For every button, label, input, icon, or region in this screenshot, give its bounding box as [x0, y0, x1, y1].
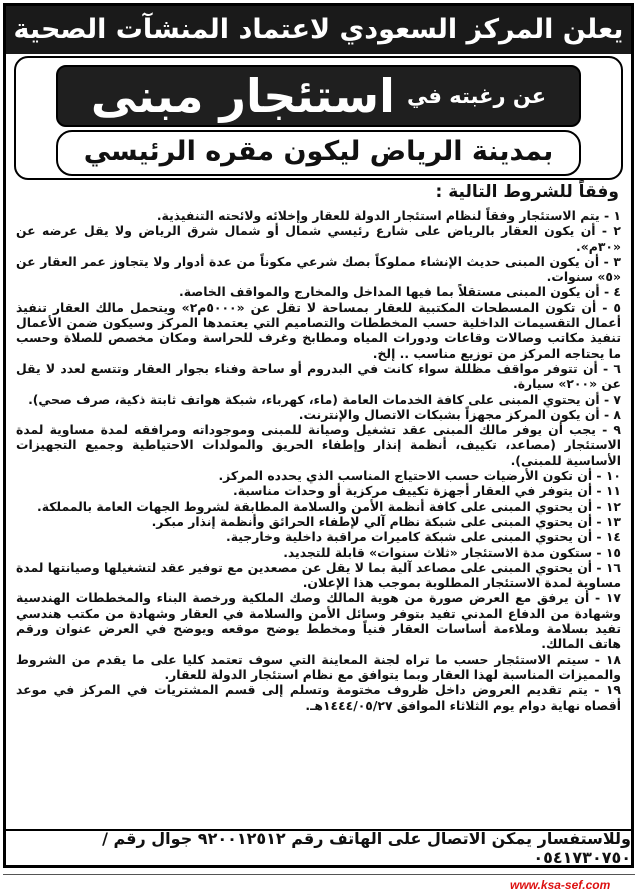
term-item: ٢ - أن يكون العقار بالرياض على شارع رئيسي شمال أو شمال شرق الرياض ولا يقل عرضه عن «٣٠م».: [16, 223, 621, 254]
banner-main-title: استئجار مبنى: [90, 69, 395, 123]
term-item: ٩ - يجب أن يوفر مالك المبنى عقد تشغيل وصيانة للمبنى وموجوداته ومرافقه لمدة مساوية لمدة الاستئجار (مصاعد، تكييف، أنظمة إنذار وإطفاء الحريق والمولدات الاحتياطية وجميع التجهيزات الأساسية للمبنى).: [16, 422, 621, 468]
watermark-link[interactable]: www.ksa-sef.com: [510, 878, 611, 892]
term-item: ١ - يتم الاستئجار وفقاً لنظام استئجار الدولة للعقار وإخلائه ولائحته التنفيذية.: [156, 208, 621, 223]
conditions-title: وفقاً للشروط التالية :: [435, 182, 619, 202]
banner-box: [14, 56, 623, 180]
term-item: ٨ - أن يكون المركز مجهزاً بشبكات الاتصال والإنترنت.: [298, 406, 621, 422]
ad-headline: يعلن المركز السعودي لاعتماد المنشآت الصحية: [6, 6, 631, 54]
term-item: ٣ - أن يكون المبنى حديث الإنشاء مملوكاً بصك شرعي مكوناً من عدة أدوار ولا يتجاوز عمر العقار عن «٥» سنوات.: [16, 253, 621, 285]
term-item: ٧ - أن يحتوي المبنى على كافة الخدمات العامة (ماء، كهرباء، شبكة هواتف ثابتة ذكية، صرف صحي).: [28, 391, 621, 407]
term-item: ١٦ - أن يحتوي المبنى على مصاعد آلية بما لا يقل عن مصعدين مع توفير عقد لتشغيلها وصيانتها لمدة مساوية لمدة الاستئجار المطلوبة بموجب هذا الإعلان.: [16, 559, 621, 591]
term-item: ١٢ - أن يحتوي المبنى على كافة أنظمة الأمن والسلامة المطابقة لشروط الجهات العامة بالمملكة.: [36, 498, 621, 514]
term-item: ١٨ - سيتم الاستئجار حسب ما تراه لجنة المعاينة التي سوف تعتمد كليا على ما يقدم من الشروط والمميزات المناسبة لهذا العقار وبما يتوافق مع نظام استئجار الدولة للعقار.: [16, 651, 621, 682]
term-item: ١٥ - ستكون مدة الاستئجار «ثلاث سنوات» قابلة للتجديد.: [283, 544, 621, 560]
term-item: ١٠ - أن تكون الأرضيات حسب الاحتياج المناسب الذي يحدده المركز.: [218, 468, 621, 484]
advertisement: [3, 3, 634, 868]
contact-footer: وللاستفسار يمكن الاتصال على الهاتف رقم ٩٢٠٠١٢٥١٢ جوال رقم / ٠٥٤١٧٣٠٧٥٠: [6, 829, 631, 865]
term-item: ٦ - أن تتوفر مواقف مظللة سواء كانت في البدروم أو ساحة وفناء بجوار العقار وتتسع لعدد لا يقل عن «٢٠٠» سيارة.: [16, 360, 621, 392]
term-item: ١٧ - أن يرفق مع العرض صورة من هوية المالك وصك الملكية ورخصة البناء والمخططات الهندسية وشهادة من الدفاع المدني تفيد بتوفر وسائل الأمن والسلامة في العقار وشهادة من مكتب هندسي تفيد بسلامة وملاءمة أساسات العقار فنياً ومخطط يوضح موقعه ويوضح في العرض عنوان ورقم هاتف المالك.: [16, 590, 621, 652]
term-item: ٤ - أن يكون المبنى مستقلاً بما فيها المداخل والمخارج والمواقف الخاصة.: [179, 284, 621, 300]
banner-band: [56, 65, 581, 127]
term-item: ١١ - أن يتوفر في العقار أجهزة تكييف مركزية أو وحدات مناسبة.: [233, 483, 621, 499]
term-item: ٥ - أن تكون المسطحات المكتبية للعقار بمساحة لا تقل عن «٥٠٠٠م٢» ويتحمل مالك العقار تنفيذ أعمال التقسيمات الداخلية حسب المخططات والتصاميم التي يعتمدها المركز وسيكون ضمن الأعمال تنفيذ مكاتب وصالات وقاعات ودورات المياه ومطابخ وغرف للحراسة ومكان مخصص للصلاة وحسب ما يحتاجه المركز من توزيع مناسب .. إلخ.: [16, 299, 621, 361]
term-item: ١٩ - يتم تقديم العروض داخل ظروف مختومة وتسلم إلى قسم المشتريات في المركز في موعد أقصاه نهاية دوام يوم الثلاثاء الموافق ١٤٤٤/٠٥/٢٧هـ.: [16, 682, 621, 713]
divider: [3, 874, 635, 875]
banner-lead: عن رغبته في: [406, 84, 547, 108]
terms-list: [16, 208, 621, 713]
banner-city: بمدينة الرياض ليكون مقره الرئيسي: [56, 130, 581, 176]
term-item: ١٤ - أن يحتوي المبنى على شبكة كاميرات مراقبة داخلية وخارجية.: [226, 529, 621, 545]
term-item: ١٣ - أن يحتوي المبنى على شبكة نظام آلي لإطفاء الحرائق وأنظمة إنذار مبكر.: [151, 513, 621, 529]
